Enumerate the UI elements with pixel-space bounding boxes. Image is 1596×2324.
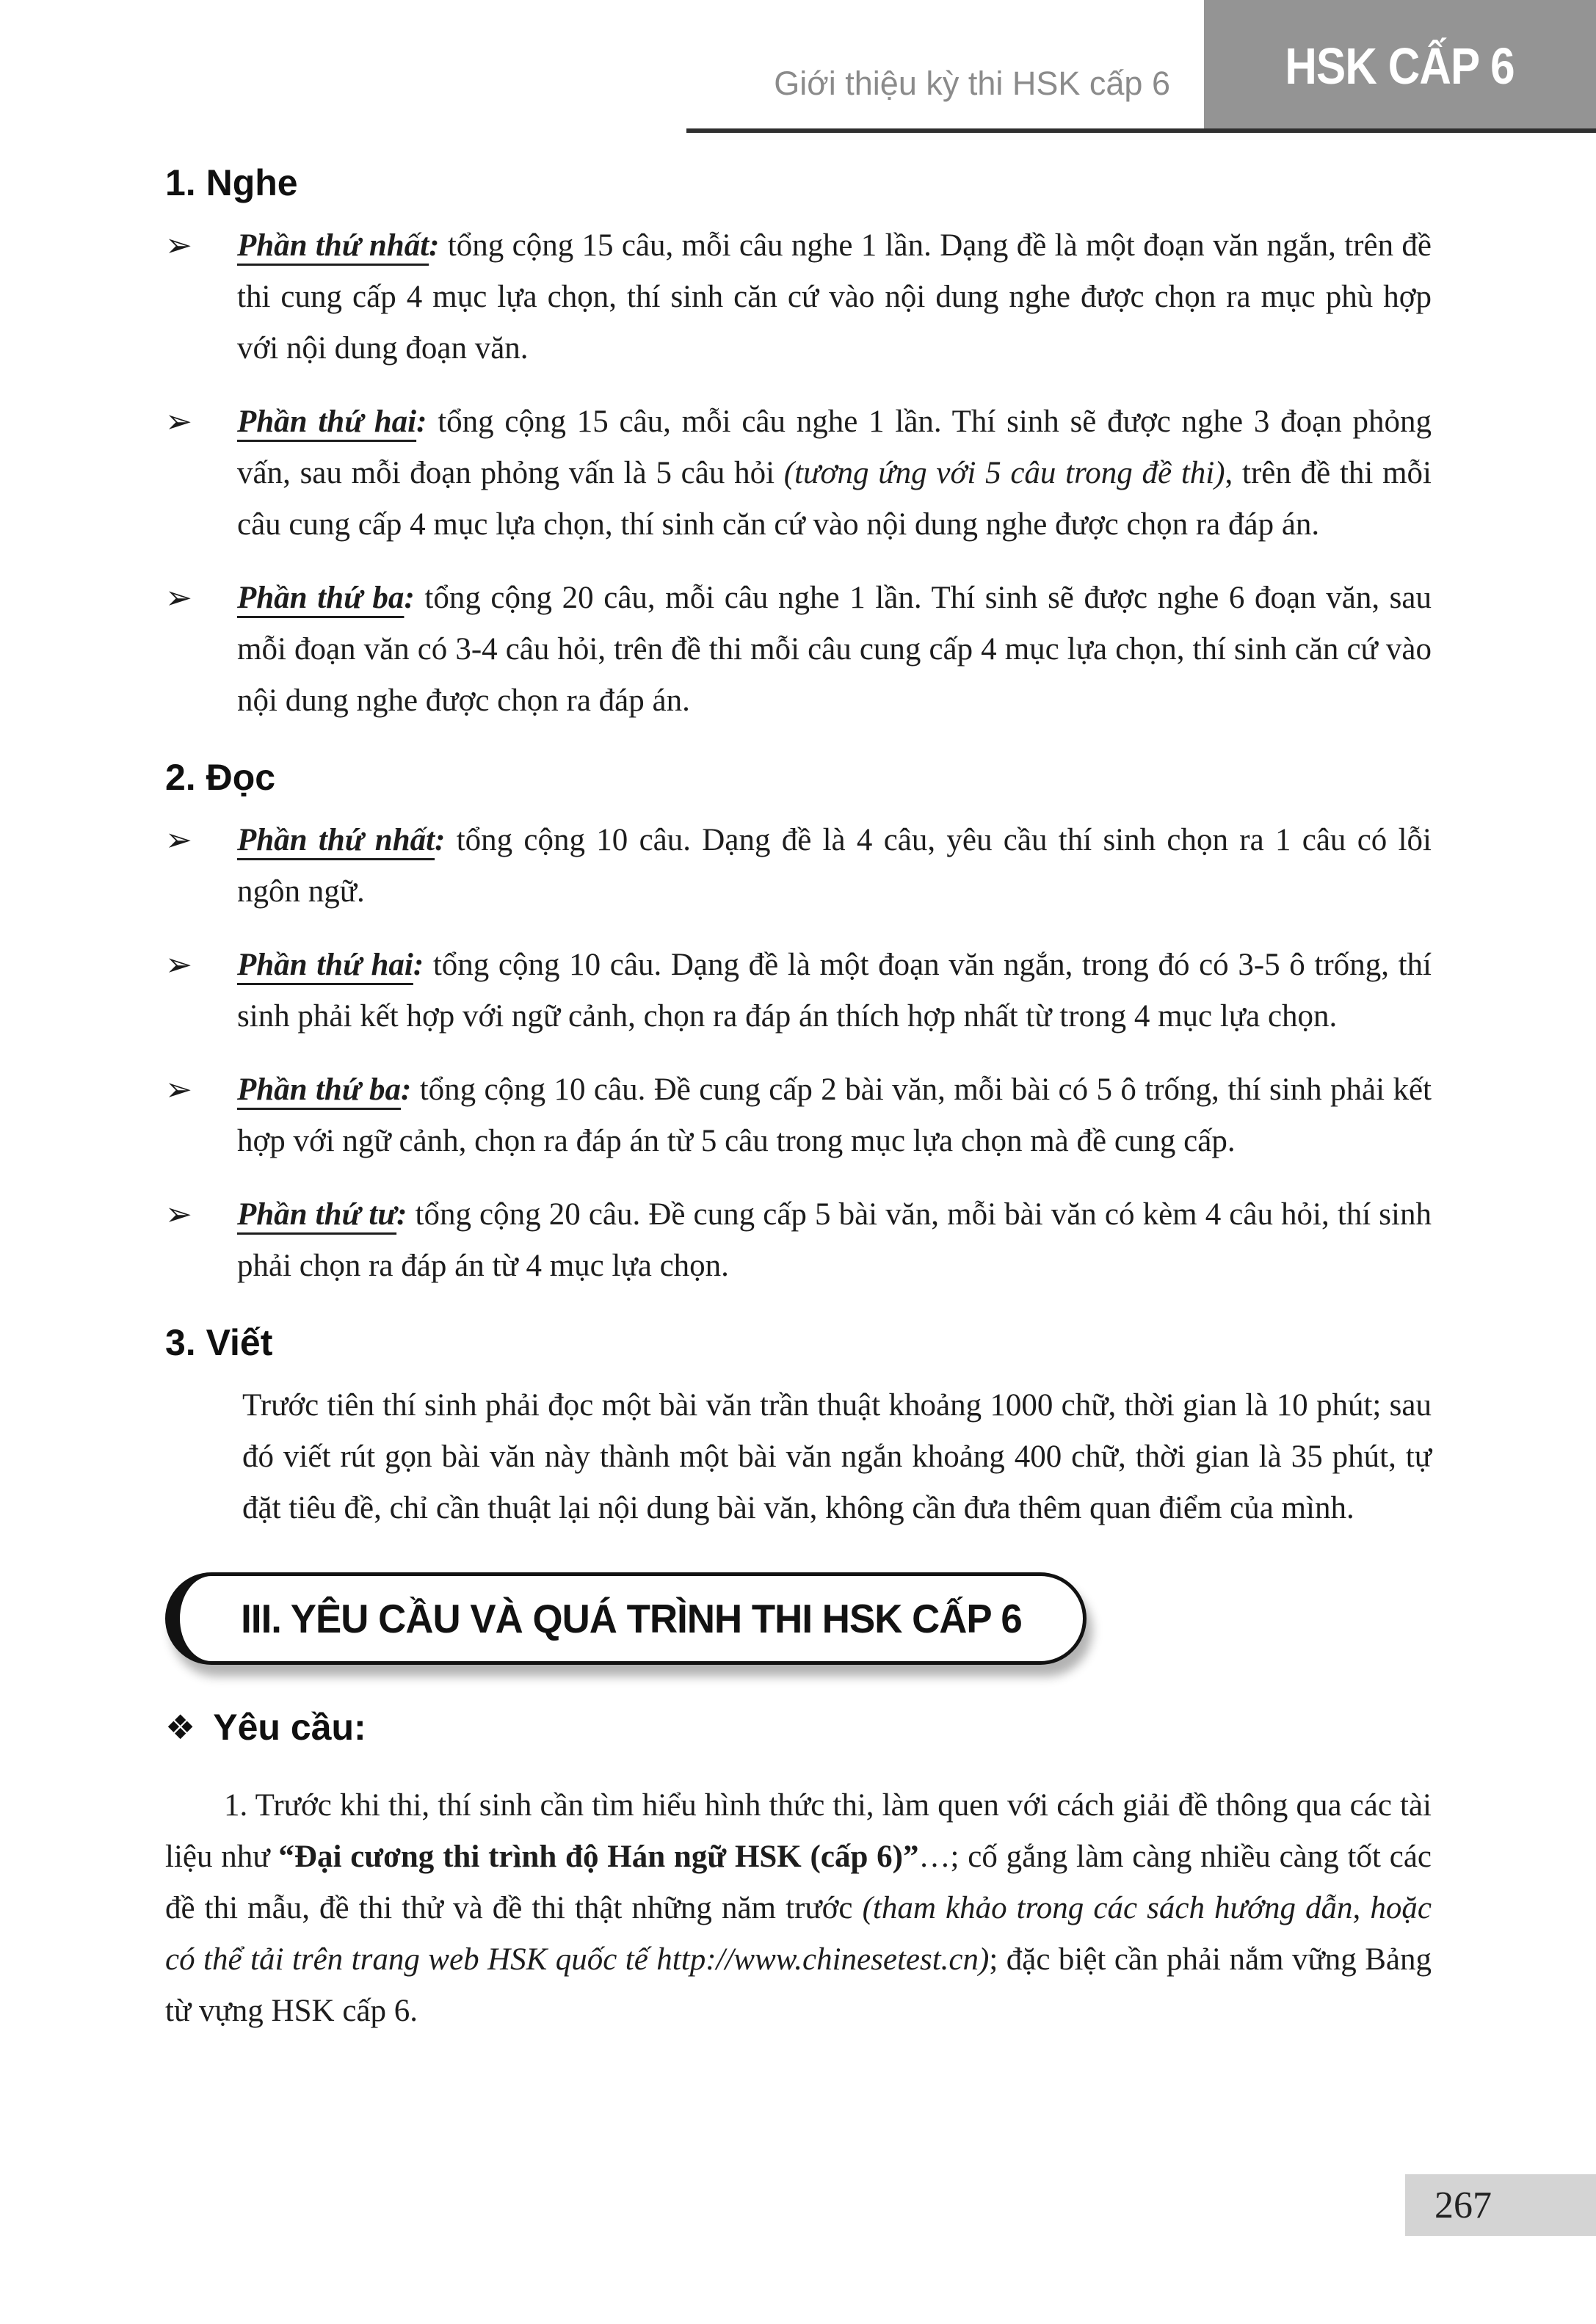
bullet-text: Phần thứ hai: tổng cộng 10 câu. Dạng đề là một đoạn văn ngắn, trong đó có 3-5 ô trống, thí sinh phải kết hợp với ngữ cảnh, chọn ra đáp án thích hợp nhất từ trong 4 mục lựa chọn. <box>237 948 1432 1034</box>
list-item <box>165 940 1432 1042</box>
list-item <box>165 1189 1432 1292</box>
section-banner <box>165 1572 1087 1665</box>
arrow-bullet-icon: ➢ <box>165 1196 192 1233</box>
bullet-text: Phần thứ ba: tổng cộng 10 câu. Đề cung cấp 2 bài văn, mỗi bài có 5 ô trống, thí sinh phải kết hợp với ngữ cảnh, chọn ra đáp án từ 5 câu trong mục lựa chọn mà đề cung cấp. <box>237 1072 1432 1158</box>
list-item <box>165 815 1432 918</box>
section-heading-viet: 3. Viết <box>165 1322 273 1363</box>
list-item <box>165 1064 1432 1167</box>
arrow-bullet-icon: ➢ <box>165 1071 192 1108</box>
diamond-bullet-icon: ❖ <box>165 1707 196 1747</box>
yeucau-heading <box>165 1706 1432 1749</box>
arrow-bullet-icon: ➢ <box>165 946 192 984</box>
running-title: Giới thiệu kỳ thi HSK cấp 6 <box>774 65 1170 102</box>
arrow-bullet-icon: ➢ <box>165 227 192 264</box>
bullet-text: Phần thứ hai: tổng cộng 15 câu, mỗi câu nghe 1 lần. Thí sinh sẽ được nghe 3 đoạn phỏng vấn, sau mỗi đoạn phỏng vấn là 5 câu hỏi (tương ứng với 5 câu trong đề thi), trên đề thi mỗi câu cung cấp 4 mục lựa chọn, thí sinh căn cứ vào nội dung nghe được chọn ra đáp án. <box>237 404 1432 542</box>
bullet-text: Phần thứ nhất: tổng cộng 10 câu. Dạng đề là 4 câu, yêu cầu thí sinh chọn ra 1 câu có lỗi ngôn ngữ. <box>237 823 1432 909</box>
bullet-list-nghe <box>165 220 1432 727</box>
arrow-bullet-icon: ➢ <box>165 579 192 617</box>
banner-title: III. YÊU CẦU VÀ QUÁ TRÌNH THI HSK CẤP 6 <box>241 1596 1022 1641</box>
arrow-bullet-icon: ➢ <box>165 821 192 859</box>
list-item <box>165 396 1432 551</box>
bullet-list-doc <box>165 815 1432 1292</box>
page-content <box>165 132 1432 2069</box>
hsk-level-badge <box>1204 0 1596 132</box>
list-item <box>165 573 1432 727</box>
section-heading-nghe: 1. Nghe <box>165 162 298 203</box>
arrow-bullet-icon: ➢ <box>165 403 192 440</box>
yeucau-paragraph: 1. Trước khi thi, thí sinh cần tìm hiểu hình thức thi, làm quen với cách giải đề thông qua các tài liệu như “Đại cương thi trình độ Hán ngữ HSK (cấp 6)”…; cố gắng làm càng nhiều càng tốt các đề thi mẫu, đề thi thử và đề thi thật những năm trước (tham khảo trong các sách hướng dẫn, hoặc có thể tải trên trang web HSK quốc tế http://www.chinesetest.cn); đặc biệt cần phải nắm vững Bảng từ vựng HSK cấp 6. <box>165 1788 1432 2028</box>
section-heading-doc: 2. Đọc <box>165 757 276 798</box>
viet-paragraph: Trước tiên thí sinh phải đọc một bài văn trần thuật khoảng 1000 chữ, thời gian là 10 phút; sau đó viết rút gọn bài văn này thành một bài văn ngắn khoảng 400 chữ, thời gian là 35 phút, tự đặt tiêu đề, chỉ cần thuật lại nội dung bài văn, không cần đưa thêm quan điểm của mình. <box>242 1388 1432 1525</box>
list-item <box>165 220 1432 374</box>
yeucau-label: Yêu cầu: <box>213 1707 366 1748</box>
bullet-text: Phần thứ ba: tổng cộng 20 câu, mỗi câu nghe 1 lần. Thí sinh sẽ được nghe 6 đoạn văn, sau mỗi đoạn văn có 3-4 câu hỏi, trên đề thi mỗi câu cung cấp 4 mục lựa chọn, thí sinh căn cứ vào nội dung nghe được chọn ra đáp án. <box>237 581 1432 718</box>
bullet-text: Phần thứ nhất: tổng cộng 15 câu, mỗi câu nghe 1 lần. Dạng đề là một đoạn văn ngắn, trên đề thi cung cấp 4 mục lựa chọn, thí sinh căn cứ vào nội dung nghe được chọn ra mục phù hợp với nội dung đoạn văn. <box>237 228 1432 366</box>
page-number-box <box>1405 2174 1596 2236</box>
hsk-badge-label: HSK CẤP 6 <box>1285 37 1515 95</box>
page-number: 267 <box>1434 2184 1492 2226</box>
bullet-text: Phần thứ tư: tổng cộng 20 câu. Đề cung cấp 5 bài văn, mỗi bài văn có kèm 4 câu hỏi, thí sinh phải chọn ra đáp án từ 4 mục lựa chọn. <box>237 1197 1432 1283</box>
